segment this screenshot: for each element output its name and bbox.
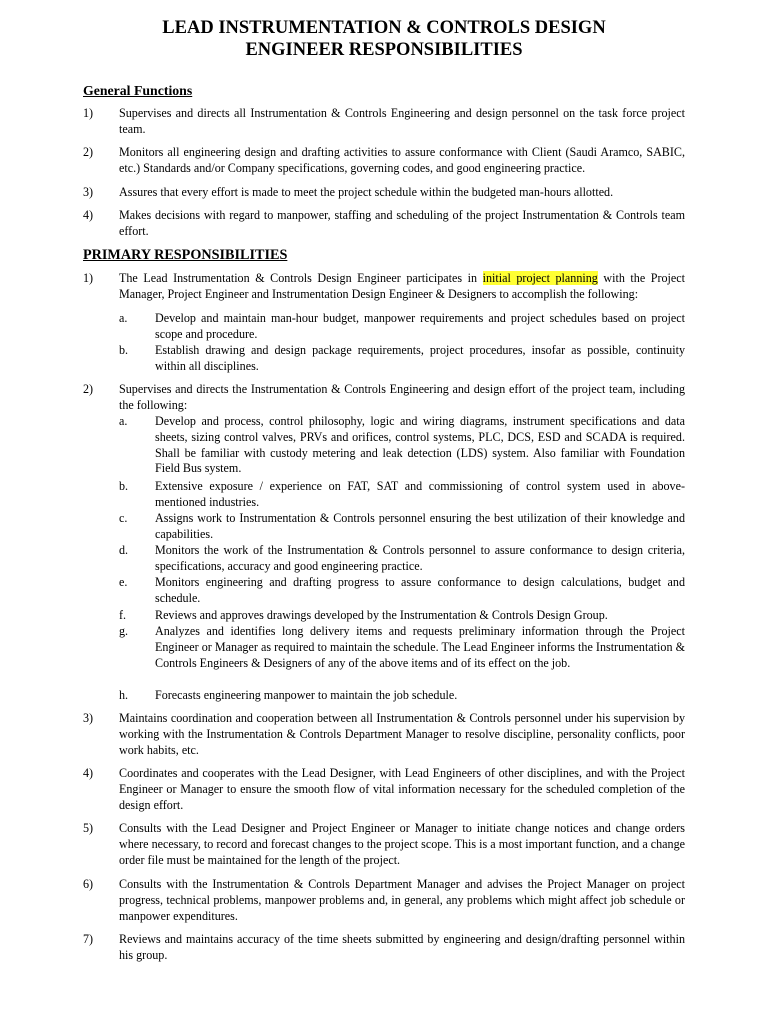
item-number: 5) — [83, 821, 94, 835]
title-line-2: ENGINEER RESPONSIBILITIES — [245, 39, 523, 60]
sub-item-text: Establish drawing and design package requirements, project procedures, insofar as possible, continuity within all disciplines. — [155, 343, 685, 373]
sub-item — [119, 511, 685, 543]
item-text: Consults with the Lead Designer and Project Engineer or Manager to initiate change notices and change orders where necessary, to record and forecast changes to the project scope. This is a most important function, and a change order file must be maintained for the length of the project. — [119, 821, 685, 867]
primary-item — [83, 932, 685, 964]
item-number: 4) — [83, 766, 94, 780]
sub-item — [119, 414, 685, 477]
item-text: Supervises and directs the Instrumentation & Controls Engineering and design effort of the project team, including the following: — [119, 382, 685, 412]
primary-item — [83, 271, 685, 303]
general-item — [83, 208, 685, 240]
item-text: Supervises and directs all Instrumentation & Controls Engineering and design personnel on the task force project team. — [119, 106, 685, 136]
sub-item-letter: a. — [119, 414, 128, 428]
item-number: 6) — [83, 877, 94, 891]
item-number: 7) — [83, 932, 94, 946]
item-number: 3) — [83, 711, 94, 725]
primary-item — [83, 821, 685, 868]
sub-item-text: Develop and process, control philosophy, logic and wiring diagrams, instrument specifications and data sheets, sizing control valves, PRVs and orifices, control systems, PLC, DCS, ESD and SCADA is required. Shall be familiar with custody metering and leak detection (LDS) system. Also familiar with Foundation Field Bus system. — [155, 414, 685, 476]
item-number: 3) — [83, 185, 94, 199]
highlighted-text: initial project planning — [482, 271, 598, 285]
sub-item — [119, 575, 685, 607]
item-text: Reviews and maintains accuracy of the time sheets submitted by engineering and design/drafting personnel within his group. — [119, 932, 685, 962]
sub-item-text: Monitors the work of the Instrumentation & Controls personnel to assure conformance to design criteria, specifications, accuracy and good engineering practice. — [155, 543, 685, 573]
sub-item — [119, 624, 685, 671]
sub-item-letter: d. — [119, 543, 129, 557]
primary-item — [83, 766, 685, 813]
sub-item — [119, 479, 685, 511]
sub-item-letter: g. — [119, 624, 129, 638]
sub-item-text: Analyzes and identifies long delivery items and requests preliminary information through the Project Engineer or Manager as required to maintain the schedule. The Lead Engineer informs the Instrumentation & Controls Engineers & Designers of any of the above items and of its effect on the job. — [155, 624, 685, 670]
item-number: 1) — [83, 271, 94, 285]
sub-item-text: Monitors engineering and drafting progress to assure conformance to design calculations, budget and schedule. — [155, 575, 685, 605]
title-line-1: LEAD INSTRUMENTATION & CONTROLS DESIGN — [162, 18, 606, 38]
sub-item-letter: e. — [119, 575, 128, 589]
sub-item-letter: a. — [119, 311, 128, 325]
item-text: Coordinates and cooperates with the Lead Designer, with Lead Engineers of other disciplines, and with the Project Engineer or Manager to ensure the smooth flow of vital information necessary for the scheduled completion of the design effort. — [119, 766, 685, 812]
item-text: Monitors all engineering design and drafting activities to assure conformance with Client (Saudi Aramco, SABIC, etc.) Standards and/or Company specifications, governing codes, and good engineering practice. — [119, 145, 685, 175]
primary-item — [83, 711, 685, 758]
sub-item-letter: b. — [119, 343, 129, 357]
sub-item-letter: c. — [119, 511, 128, 525]
sub-item — [119, 688, 685, 704]
item-text: Maintains coordination and cooperation between all Instrumentation & Controls personnel under his supervision by working with the Instrumentation & Controls Department Manager to resolve discipline, personality conflicts, poor work habits, etc. — [119, 711, 685, 757]
page-title — [0, 18, 768, 61]
sub-item — [119, 543, 685, 575]
sub-item-text: Forecasts engineering manpower to maintain the job schedule. — [155, 688, 458, 702]
sub-item-text: Assigns work to Instrumentation & Controls personnel ensuring the best utilization of their knowledge and capabilities. — [155, 511, 685, 541]
sub-item — [119, 608, 685, 624]
sub-item-text: Reviews and approves drawings developed by the Instrumentation & Controls Design Group. — [155, 608, 608, 622]
item-text-before: The Lead Instrumentation & Controls Design Engineer participates in — [119, 271, 483, 285]
item-text: Makes decisions with regard to manpower, staffing and scheduling of the project Instrumentation & Controls team effort. — [119, 208, 685, 238]
sub-item-letter: b. — [119, 479, 129, 493]
sub-item-text: Extensive exposure / experience on FAT, SAT and commissioning of control system used in above-mentioned industries. — [155, 479, 685, 509]
item-text: Consults with the Instrumentation & Controls Department Manager and advises the Project Manager on project progress, technical problems, manpower problems and, in general, any problems which might affect job schedule or manpower expenditures. — [119, 877, 685, 923]
sub-item-text: Develop and maintain man-hour budget, manpower requirements and project schedules based on project scope and procedure. — [155, 311, 685, 341]
primary-responsibilities-heading: PRIMARY RESPONSIBILITIES — [83, 247, 288, 263]
primary-item — [83, 382, 685, 414]
item-number: 2) — [83, 145, 94, 159]
item-text-after: with the Project Manager, Project Engineer and Instrumentation Design Engineer & Designers to accomplish the following: — [119, 271, 685, 301]
primary-item — [83, 877, 685, 924]
item-number: 1) — [83, 106, 94, 120]
sub-item-letter: f. — [119, 608, 127, 622]
sub-item — [119, 343, 685, 375]
general-item — [83, 106, 685, 138]
general-item — [83, 145, 685, 177]
item-number: 4) — [83, 208, 94, 222]
general-functions-heading: General Functions — [83, 83, 193, 98]
item-text — [119, 271, 685, 303]
sub-item — [119, 311, 685, 343]
item-text: Assures that every effort is made to meet the project schedule within the budgeted man-hours allotted. — [119, 185, 614, 199]
sub-item-letter: h. — [119, 688, 129, 702]
general-item — [83, 185, 685, 201]
item-number: 2) — [83, 382, 94, 396]
